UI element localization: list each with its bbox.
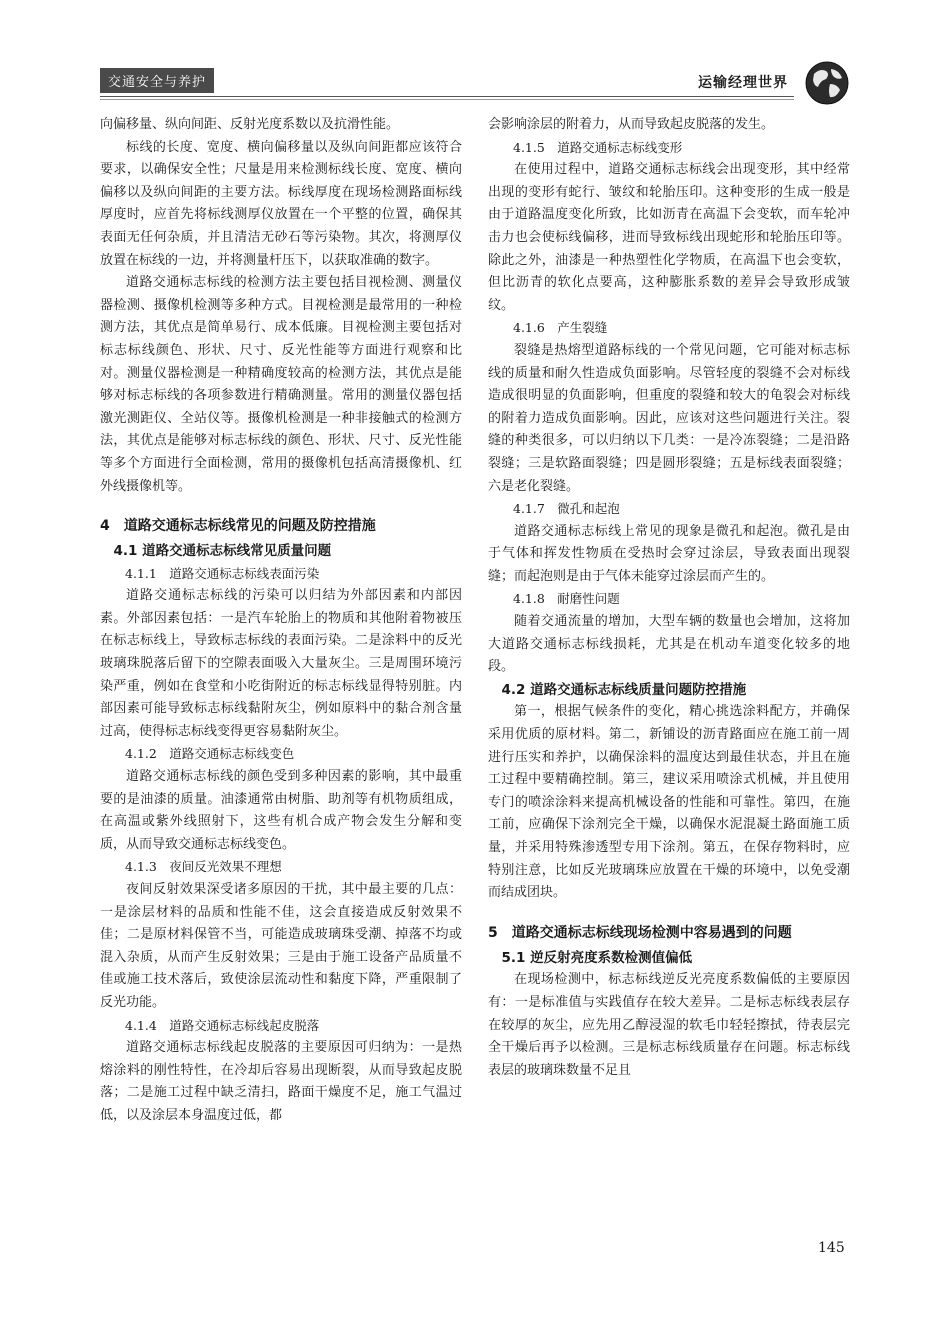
running-header [100,60,850,104]
section-tag: 交通安全与养护 [100,68,214,93]
paragraph: 在使用过程中，道路交通标志标线会出现变形，其中经常出现的变形有蛇行、皱纹和轮胎压印。这种变形的生成一般是由于道路温度变化所致，比如沥青在高温下会变软，而车轮冲击力也会使标线偏移，进而导致标线出现蛇形和轮胎压印等。除此之外，油漆是一种热塑性化学物质，在高温下也会变软，但比沥青的软化点要高，这种膨胀系数的差异会导致形成皱纹。 [488,162,850,313]
header-rule [100,96,794,97]
subsubsection-heading: 4.1.2 道路交通标志标线变色 [125,746,295,762]
left-column [100,114,462,1128]
paragraph: 随着交通流量的增加，大型车辆的数量也会增加，这将加大道路交通标志标线损耗，尤其是在机动车道变化较多的地段。 [488,614,850,675]
subsubsection-heading: 4.1.7 微孔和起泡 [513,501,620,517]
section-heading-4: 4 道路交通标志标线常见的问题及防控措施 [100,518,376,535]
paragraph: 道路交通标志标线的污染可以归结为外部因素和内部因素。外部因素包括：一是汽车轮胎上的物质和其他附着物被压在标志标线上，导致标志标线的表面污染。二是涂料中的反光玻璃珠脱落后留下的空隙表面吸入大量灰尘。三是周围环境污染严重，例如在食堂和小吃街附近的标志标线显得特别脏。内部因素可能导致标志标线黏附灰尘，例如原料中的黏合剂含量过高，使得标志标线变得更容易黏附灰尘。 [100,588,462,739]
paragraph: 夜间反射效果深受诸多原因的干扰，其中最主要的几点：一是涂层材料的品质和性能不佳，这会直接造成反射效果不佳；二是原材料保管不当，可能造成玻璃珠受潮、掉落不均或混入杂质，从而产生反射效果；三是由于施工设备产品质量不佳或施工技术落后，致使涂层流动性和黏度下降，严重限制了反光功能。 [100,882,462,1010]
paragraph: 会影响涂层的附着力，从而导致起皮脱落的发生。 [488,117,775,132]
subsubsection-heading: 4.1.6 产生裂缝 [513,320,608,336]
subsection-heading-5-1: 5.1 逆反射亮度系数检测值偏低 [501,949,693,966]
paragraph: 道路交通标志标线的颜色受到多种因素的影响，其中最重要的是油漆的质量。油漆通常由树脂、助剂等有机物质组成，在高温或紫外线照射下，这些有机合成产物会发生分解和变质，从而导致交通标志标线变色。 [100,769,462,852]
paragraph: 在现场检测中，标志标线逆反光亮度系数偏低的主要原因有：一是标准值与实践值存在较大差异。二是标志标线表层存在较厚的灰尘，应先用乙醇浸湿的软毛巾轻轻擦拭，待表层完全干燥后再予以检测。三是标志标线质量存在问题。标志标线表层的玻璃珠数量不足且 [488,972,850,1078]
paragraph: 裂缝是热熔型道路标线的一个常见问题，它可能对标志标线的质量和耐久性造成负面影响。尽管轻度的裂缝不会对标线造成很明显的负面影响，但重度的裂缝和较大的龟裂会对标线的附着力造成负面影响。因此，应该对这些问题进行关注。裂缝的种类很多，可以归纳以下几类：一是冷冻裂缝；二是沿路裂缝；三是软路面裂缝；四是圆形裂缝；五是标线表面裂缝；六是老化裂缝。 [488,342,850,494]
journal-name: 运输经理世界 [692,72,788,92]
paragraph: 道路交通标志标线起皮脱落的主要原因可归纳为：一是热熔涂料的刚性特性，在冷却后容易出现断裂，从而导致起皮脱落；二是施工过程中缺乏清扫，路面干燥度不足，施工气温过低，以及涂层本身温度过低，都 [100,1040,462,1123]
paragraph: 标线的长度、宽度、横向偏移量以及纵向间距都应该符合要求，以确保安全性；尺量是用来检测标线长度、宽度、横向偏移以及纵向间距的主要方法。标线厚度在现场检测路面标线厚度时，应首先将标线测厚仪放置在一个平整的位置，确保其表面无任何杂质，并且清洁无砂石等污染物。其次，将测厚仪放置在标线的一边，并将测量杆压下，以获取准确的数字。 [100,139,462,268]
subsubsection-heading: 4.1.1 道路交通标志标线表面污染 [125,565,320,581]
subsubsection-heading: 4.1.4 道路交通标志标线起皮脱落 [125,1017,320,1033]
globe-icon [804,60,850,106]
paragraph: 道路交通标志标线上常见的现象是微孔和起泡。微孔是由于气体和挥发性物质在受热时会穿过涂层，导致表面出现裂缝；而起泡则是由于气体未能穿过涂层而产生的。 [488,523,850,584]
subsubsection-heading: 4.1.5 道路交通标志标线变形 [513,139,683,155]
paragraph: 第一，根据气候条件的变化，精心挑选涂料配方，并确保采用优质的原材料。第二，新铺设的沥青路面应在施工前一周进行压实和养护，以确保涂料的温度达到最佳状态，并且在施工过程中要精确控制。第三，建议采用喷涂式机械，并且使用专门的喷涂涂料来提高机械设备的性能和可靠性。第四，在施工前，应确保下涂剂完全干燥，以确保水泥混凝土路面施工质量，并采用特殊渗透型专用下涂剂。第五，在保存物料时，应特别注意，比如反光玻璃珠应放置在干燥的环境中，以免受潮而结成团块。 [488,704,850,901]
subsubsection-heading: 4.1.8 耐磨性问题 [513,591,620,607]
page-number: 145 [818,1240,845,1256]
header-rule-thin [100,99,794,100]
subsubsection-heading: 4.1.3 夜间反光效果不理想 [125,859,282,875]
subsection-heading-4-2: 4.2 道路交通标志标线质量问题防控措施 [501,681,747,698]
subsection-heading-4-1: 4.1 道路交通标志标线常见质量问题 [113,543,332,560]
paragraph: 向偏移量、纵向间距、反射光度系数以及抗滑性能。 [100,117,400,132]
section-heading-5: 5 道路交通标志标线现场检测中容易遇到的问题 [488,924,792,941]
paragraph: 道路交通标志标线的检测方法主要包括目视检测、测量仪器检测、摄像机检测等多种方式。目视检测是最常用的一种检测方法，其优点是简单易行、成本低廉。目视检测主要包括对标志标线颜色、形状、尺寸、反光性能等方面进行观察和比对。测量仪器检测是一种精确度较高的检测方法，其优点是能够对标志标线的各项参数进行精确测量。常用的测量仪器包括激光测距仪、全站仪等。摄像机检测是一种非接触式的检测方法，其优点是能够对标志标线的颜色、形状、尺寸、反光性能等多个方面进行全面检测，常用的摄像机包括高清摄像机、红外线摄像机等。 [100,275,462,494]
right-column [488,114,850,1082]
